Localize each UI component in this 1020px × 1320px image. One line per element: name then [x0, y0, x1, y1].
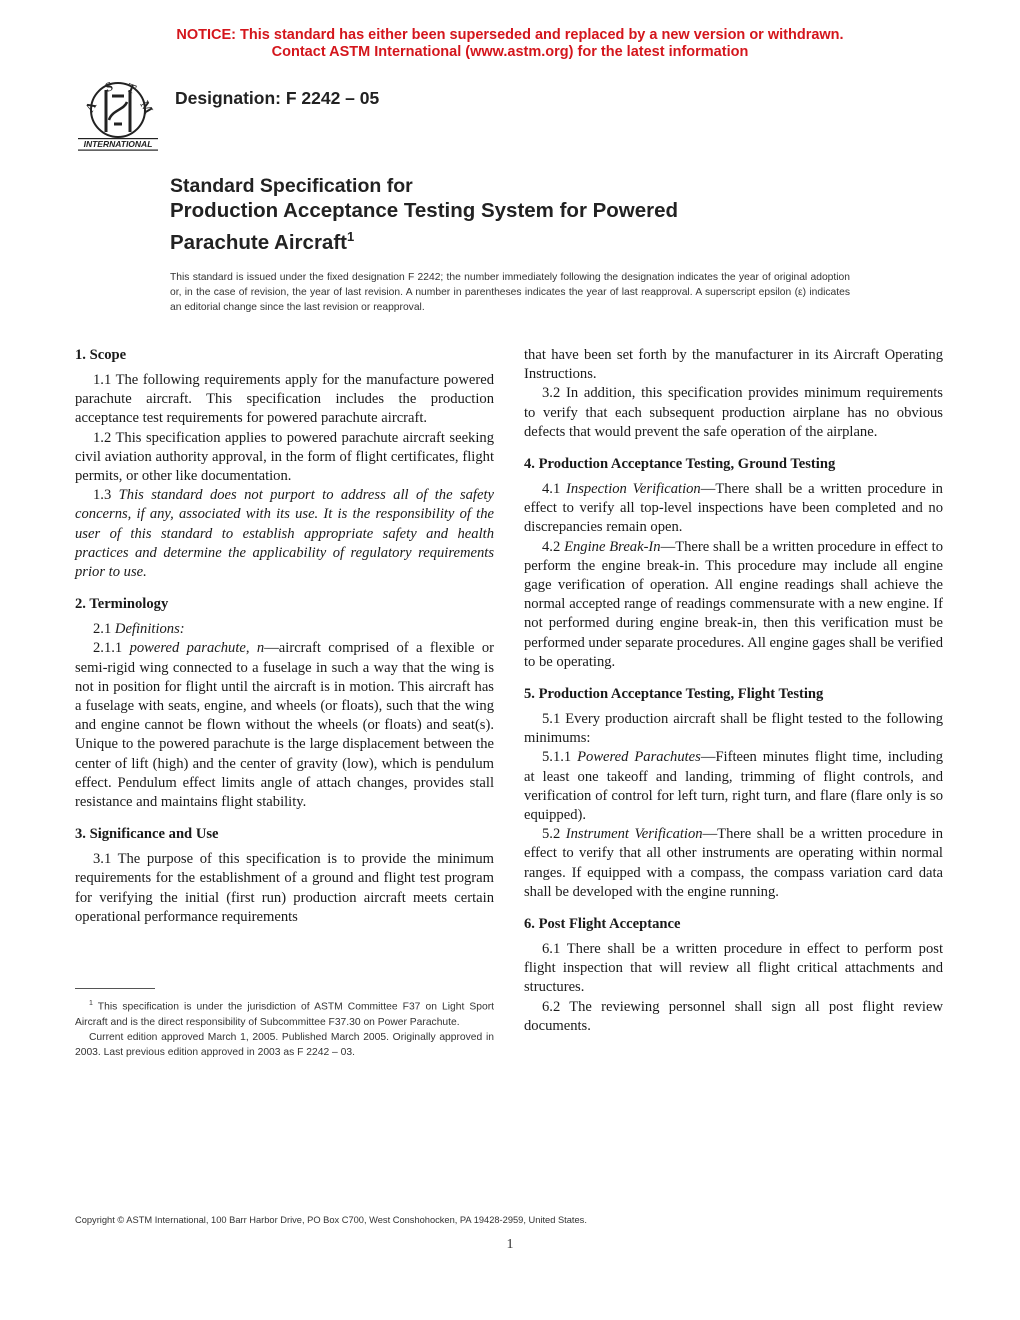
footnote: [75, 996, 494, 1060]
para-4-1-term: Inspection Verification: [566, 481, 701, 498]
logo-letter-a: A: [81, 98, 100, 115]
para-1-3-num: 1.3: [93, 487, 112, 504]
section-2-heading: 2. Terminology: [75, 596, 169, 613]
document-title: [170, 174, 870, 256]
para-5-2-text: —There shall be a written procedure in effect to verify that all other instruments are operating within normal ranges. If equipped with a compass, the compass variation card data shall be developed with the engine running.: [524, 826, 943, 900]
title-line-3: [170, 224, 870, 256]
title-footnote-mark: 1: [346, 229, 355, 244]
designation: Designation: F 2242 – 05: [175, 88, 380, 108]
footnote-mark: 1: [89, 1000, 93, 1007]
para-2-1-text: Definitions:: [114, 621, 185, 638]
logo-letter-s: S: [102, 80, 115, 95]
para-3-1-continued: that have been set forth by the manufacturer in its Aircraft Operating Instructions.: [524, 347, 943, 383]
para-4-2-term: Engine Break-In: [564, 538, 661, 555]
title-line-3-text: Parachute Aircraft: [170, 231, 347, 254]
para-4-1-num: 4.1: [542, 481, 561, 498]
para-2-1-1-sep: ,: [245, 640, 257, 657]
para-4-2-num: 4.2: [542, 538, 561, 555]
para-5-1-1-term: Powered Parachutes: [577, 749, 701, 766]
para-4-2-text: —There shall be a written procedure in effect to perform the engine break-in. This procedure may include all engine gage verification of operation. All engine readings shall achieve the normal accepted range of readings commensurate with a new engine. If not performed during engine break-in, then this verification must be performed under separate procedures. All engine gages shall be verified to be operating.: [524, 538, 944, 670]
para-2-1-1-text: —aircraft comprised of a flexible or semi-rigid wing connected to a fuselage in such a way that the wing is not in position for flight until the aircraft is in motion. This aircraft has a fuselage with seats, engine, and wheels (or floats), such that the wing and engine cannot be flown without the wheels (or floats) and seat(s). Unique to the powered parachute is the large displacement between the center of lift (high) and the center of gravity (low), which is pendulum effect. Pendulum effect limits angle of attach changes, provides stall resistance and maintains flight stability.: [75, 640, 494, 811]
para-3-2: 3.2 In addition, this specification provides minimum requirements to verify that each subsequent production airplane has no obvious defects that would prevent the safe operation of the airplane.: [524, 385, 943, 440]
para-2-1-1-term: powered parachute: [129, 640, 246, 657]
supersede-notice: [0, 27, 1020, 61]
title-line-1: Standard Specification for: [170, 175, 413, 197]
issued-note: This standard is issued under the fixed designation F 2242; the number immediately following the designation indicates the year of original adoption or, in the case of revision, the year of last revision. A number in parentheses indicates the year of last reapproval. A superscript epsilon (ε) indicates an editorial change since the last revision or reapproval.: [170, 272, 850, 313]
page-number: 1: [506, 1237, 514, 1252]
para-2-1: [75, 620, 494, 639]
logo-letter-m: M: [137, 98, 157, 117]
para-4-1: [524, 480, 943, 538]
para-6-1: 6.1 There shall be a written procedure in effect to perform post flight inspection that will review all flight critical attachments and structures.: [524, 941, 943, 996]
footnote-para-1-text: This specification is under the jurisdiction of ASTM Committee F37 on Light Sport Aircraft and is the direct responsibility of Subcommittee F37.30 on Power Parachute.: [75, 1001, 494, 1028]
para-1-1: 1.1 The following requirements apply for the manufacture powered parachute aircraft. This specification includes the production acceptance test requirements for powered parachute aircraft.: [75, 372, 494, 427]
footnote-divider: [75, 988, 155, 989]
notice-line-2: Contact ASTM International (www.astm.org) for the latest information: [271, 44, 749, 60]
astm-logo-icon: [76, 80, 160, 152]
para-1-2: 1.2 This specification applies to powered parachute aircraft seeking civil aviation authority approval, in the form of flight certificates, flight permits, or other like documentation.: [75, 429, 494, 485]
para-5-1-1-num: 5.1.1: [542, 749, 572, 766]
logo-letter-t: T: [124, 80, 139, 97]
para-5-1: 5.1 Every production aircraft shall be flight tested to the following minimums:: [524, 711, 943, 747]
copyright: Copyright © ASTM International, 100 Barr Harbor Drive, PO Box C700, West Conshohocken, PA 19428-2959, United States.: [75, 1215, 587, 1225]
para-4-1-text: —There shall be a written procedure in effect to verify all top-level inspections have been completed and no discrepancies remain open.: [524, 481, 943, 536]
para-6-2: 6.2 The reviewing personnel shall sign all post flight review documents.: [524, 998, 943, 1034]
para-3-1: 3.1 The purpose of this specification is to provide the minimum requirements for the establishment of a ground and flight test program for verifying the initial (first run) production aircraft meets certain operational performance requirements: [75, 851, 494, 925]
para-5-2: [524, 825, 943, 902]
section-6-heading: 6. Post Flight Acceptance: [524, 916, 681, 933]
para-5-2-num: 5.2: [542, 826, 561, 843]
footnote-para-1: [75, 996, 494, 1030]
section-1-heading: 1. Scope: [75, 347, 127, 363]
title-line-2: Production Acceptance Testing System for Powered: [170, 199, 679, 222]
para-4-2: [524, 538, 943, 672]
footnote-para-2: Current edition approved March 1, 2005. Published March 2005. Originally approved in 2003. Last previous edition approved in 2003 as F 2242 – 03.: [75, 1031, 494, 1059]
notice-line-1: NOTICE: This standard has either been superseded and replaced by a new version or withdrawn.: [176, 27, 844, 43]
para-2-1-1: [75, 639, 494, 812]
para-1-3: [75, 486, 494, 582]
section-3-heading: 3. Significance and Use: [75, 826, 219, 843]
para-5-2-term: Instrument Verification: [565, 826, 703, 843]
para-2-1-num: 2.1: [93, 621, 112, 638]
para-2-1-1-n: n: [256, 640, 265, 657]
para-1-3-text: This standard does not purport to address all of the safety concerns, if any, associated with its use. It is the responsibility of the user of this standard to establish appropriate safety and health practices and determine the applicability of regulatory requirements prior to use.: [75, 487, 494, 581]
right-column: [524, 346, 943, 1036]
section-5-heading: 5. Production Acceptance Testing, Flight Testing: [524, 686, 824, 703]
section-4-heading: 4. Production Acceptance Testing, Ground Testing: [524, 456, 836, 473]
para-2-1-1-num: 2.1.1: [93, 640, 123, 657]
para-5-1-1-text: —Fifteen minutes flight time, including at least one takeoff and landing, trimming of flight controls, and verification of control for left turn, right turn, and flare (flare only is so equipped).: [524, 749, 943, 824]
logo-international-text: INTERNATIONAL: [83, 139, 153, 149]
left-column: [75, 346, 494, 927]
para-5-1-1: [524, 748, 943, 825]
astm-logo: [76, 80, 160, 152]
